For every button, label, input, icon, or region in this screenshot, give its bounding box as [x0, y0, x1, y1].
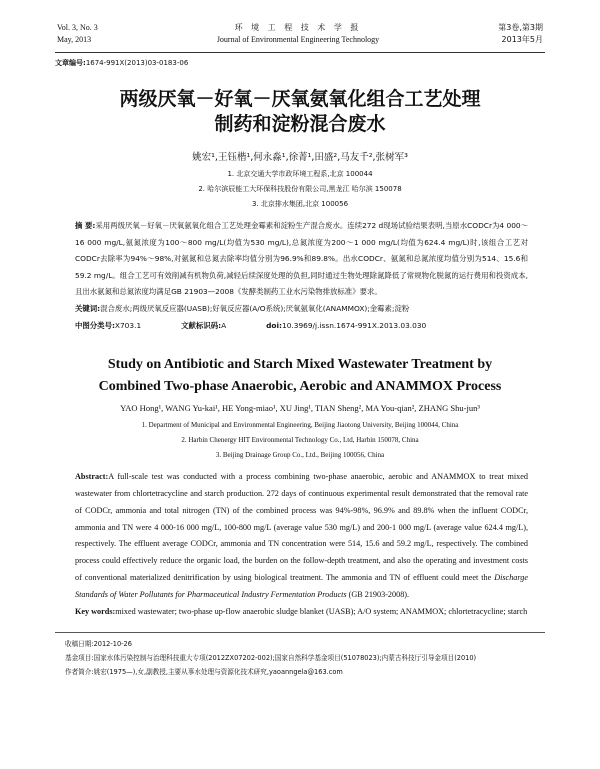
date-en: May, 2013	[57, 35, 92, 44]
volume-en: Vol. 3, No. 3	[57, 23, 98, 32]
classification	[75, 318, 528, 335]
received-date: 收稿日期:2012-10-26	[65, 640, 132, 649]
affiliations-zh	[55, 167, 545, 212]
title-en-line: Combined Two-phase Anaerobic, Aerobic and ANAMMOX Process	[98, 379, 502, 395]
affiliation: 2. 哈尔滨辰能工大环保科技股份有限公司,黑龙江 哈尔滨 150078	[198, 185, 402, 193]
abstract-zh-label: 摘 要:	[75, 221, 96, 230]
keywords-en-label: Key words:	[75, 606, 116, 616]
volume-zh: 第3卷,第3期	[498, 23, 543, 32]
doc-code-label: 文献标识码:	[181, 320, 222, 330]
date-zh: 2013年5月	[501, 35, 543, 44]
clc-value: X703.1	[114, 320, 142, 330]
standard-title: Discharge Standards of Water Pollutants for Pharmaceutical Industry Fermentation Products	[75, 572, 528, 599]
header-center	[217, 22, 379, 46]
affiliations-en	[55, 418, 545, 463]
header-right	[498, 22, 543, 46]
doc-code-value: A	[221, 320, 227, 330]
journal-name-zh: 环 境 工 程 技 术 学 报	[234, 23, 362, 32]
abstract-en	[75, 469, 528, 603]
affiliation: 3. 北京排水集团,北京 100056	[251, 200, 349, 208]
affiliation: 2. Harbin Chenergy HIT Environmental Technology Co., Ltd, Harbin 150078, China	[181, 436, 419, 445]
doi-label: doi:	[266, 320, 282, 330]
doi-value: 10.3969/j.issn.1674-991X.2013.03.030	[282, 320, 427, 330]
abstract-en-tail: (GB 21903-2008).	[346, 589, 410, 599]
footnotes	[65, 637, 545, 679]
header-rule	[55, 52, 545, 53]
keywords-zh-text: 混合废水;两级厌氧反应器(UASB);好氧反应器(A/O系统);厌氧氨氧化(ANAMMOX);金霉素;淀粉	[100, 303, 410, 313]
title-en	[55, 354, 545, 398]
title-en-line: Study on Antibiotic and Starch Mixed Wastewater Treatment by	[107, 357, 493, 373]
footnote-rule	[55, 632, 545, 633]
title-zh-line: 两级厌氧－好氧－厌氧氨氧化组合工艺处理	[119, 88, 481, 110]
affiliation: 1. 北京交通大学市政环境工程系,北京 100044	[227, 170, 373, 178]
keywords-zh	[75, 301, 528, 318]
header-left	[57, 22, 98, 46]
affiliation: 3. Beijing Drainage Group Co., Ltd., Beijing 100056, China	[215, 451, 385, 460]
title-zh-line: 制药和淀粉混合废水	[214, 113, 386, 135]
keywords-zh-label: 关键词:	[75, 303, 101, 313]
title-zh	[55, 87, 545, 137]
authors-en: YAO Hong¹, WANG Yu-kai¹, HE Yong-miao¹, XU Jing¹, TIAN Sheng², MA You-qian², ZHANG Shu-jun³	[120, 403, 480, 414]
keywords-en-text: mixed wastewater; two-phase up-flow anaerobic sludge blanket (UASB); A/O system; ANAMMOX; chlortetracycline; starch	[115, 606, 528, 616]
abstract-zh	[75, 218, 528, 301]
keywords-en	[75, 604, 528, 621]
abstract-en-label: Abstract:	[75, 472, 109, 482]
article-number-value: 1674-991X(2013)03-0183-06	[85, 59, 189, 67]
authors-zh: 姚宏¹,王钰楷¹,何永淼¹,徐菁¹,田盛²,马友千²,张树军³	[192, 152, 408, 163]
running-header	[55, 22, 545, 46]
article-number-label: 文章编号:	[55, 59, 86, 67]
clc-label: 中图分类号:	[75, 320, 115, 330]
author-bio: 作者简介:姚宏(1975—),女,副教授,主要从事水处理与资源化技术研究,yaoanngela@163.com	[65, 668, 343, 677]
affiliation: 1. Department of Municipal and Environmental Engineering, Beijing Jiaotong University, Beijing 100044, China	[141, 421, 459, 430]
abstract-zh-text: 采用两级厌氧－好氧－厌氧氨氧化组合工艺处理金霉素和淀粉生产混合废水。连续272 d现场试验结果表明,当原水CODCr为4 000～16 000 mg/L,氨氮浓度为100～800 mg/L(均值为530 mg/L),总氮浓度为200～1 000 mg/L(均值为624.4 mg/L)时,该组合工艺对CODCr去除率为94%～98%,对氨氮和总氮去除率均值分别为96.9%和89.8%。出水CODCr、氨氮和总氮浓度均值分别为514、15.6和59.2 mg/L。组合工艺可有效削减有机物负荷,减轻后续深度处理的负担,同时通过生物处理除氮降低了常规物化脱氮的运行费用和投资成本,且出水氨氮和总氮浓度均满足GB 21903—2008《发酵类制药工业水污染物排放标准》要求。	[75, 221, 529, 297]
article-number	[55, 57, 545, 69]
journal-name-en: Journal of Environmental Engineering Technology	[216, 35, 380, 44]
fund-project: 基金项目:国家水体污染控制与治理科技重大专项(2012ZX07202-002);国家自然科学基金项目(51078023);内蒙古科技厅引导金项目(2010)	[65, 654, 477, 663]
abstract-en-text: A full-scale test was conducted with a process combining two-phase anaerobic, aerobic and ANAMMOX to treat mixed wastewater from chlortetracycline and starch production. 272 days of continuous experimental result demonstrated that the removal rate of CODCr, ammonia and total nitrogen (TN) of the combined process was 94%-98%, 96.9% and 89.8% when the influent CODCr, ammonia and TN were 4 000-16 000 mg/L, 100-800 mg/L (average value 530 mg/L) and 200-1 000 mg/L (average value 624.4 mg/L), respectively. The effluent average CODCr, ammonia and TN concentration were 514, 15.6 and 59.2 mg/L, respectively. The combined process could effectively reduce the organic load, the burden on the follow-depth treatment, and also the operating and investment costs of conventional materialized denitrification by using biological treatment. The ammonia and TN of effluent could meet the	[75, 472, 528, 582]
